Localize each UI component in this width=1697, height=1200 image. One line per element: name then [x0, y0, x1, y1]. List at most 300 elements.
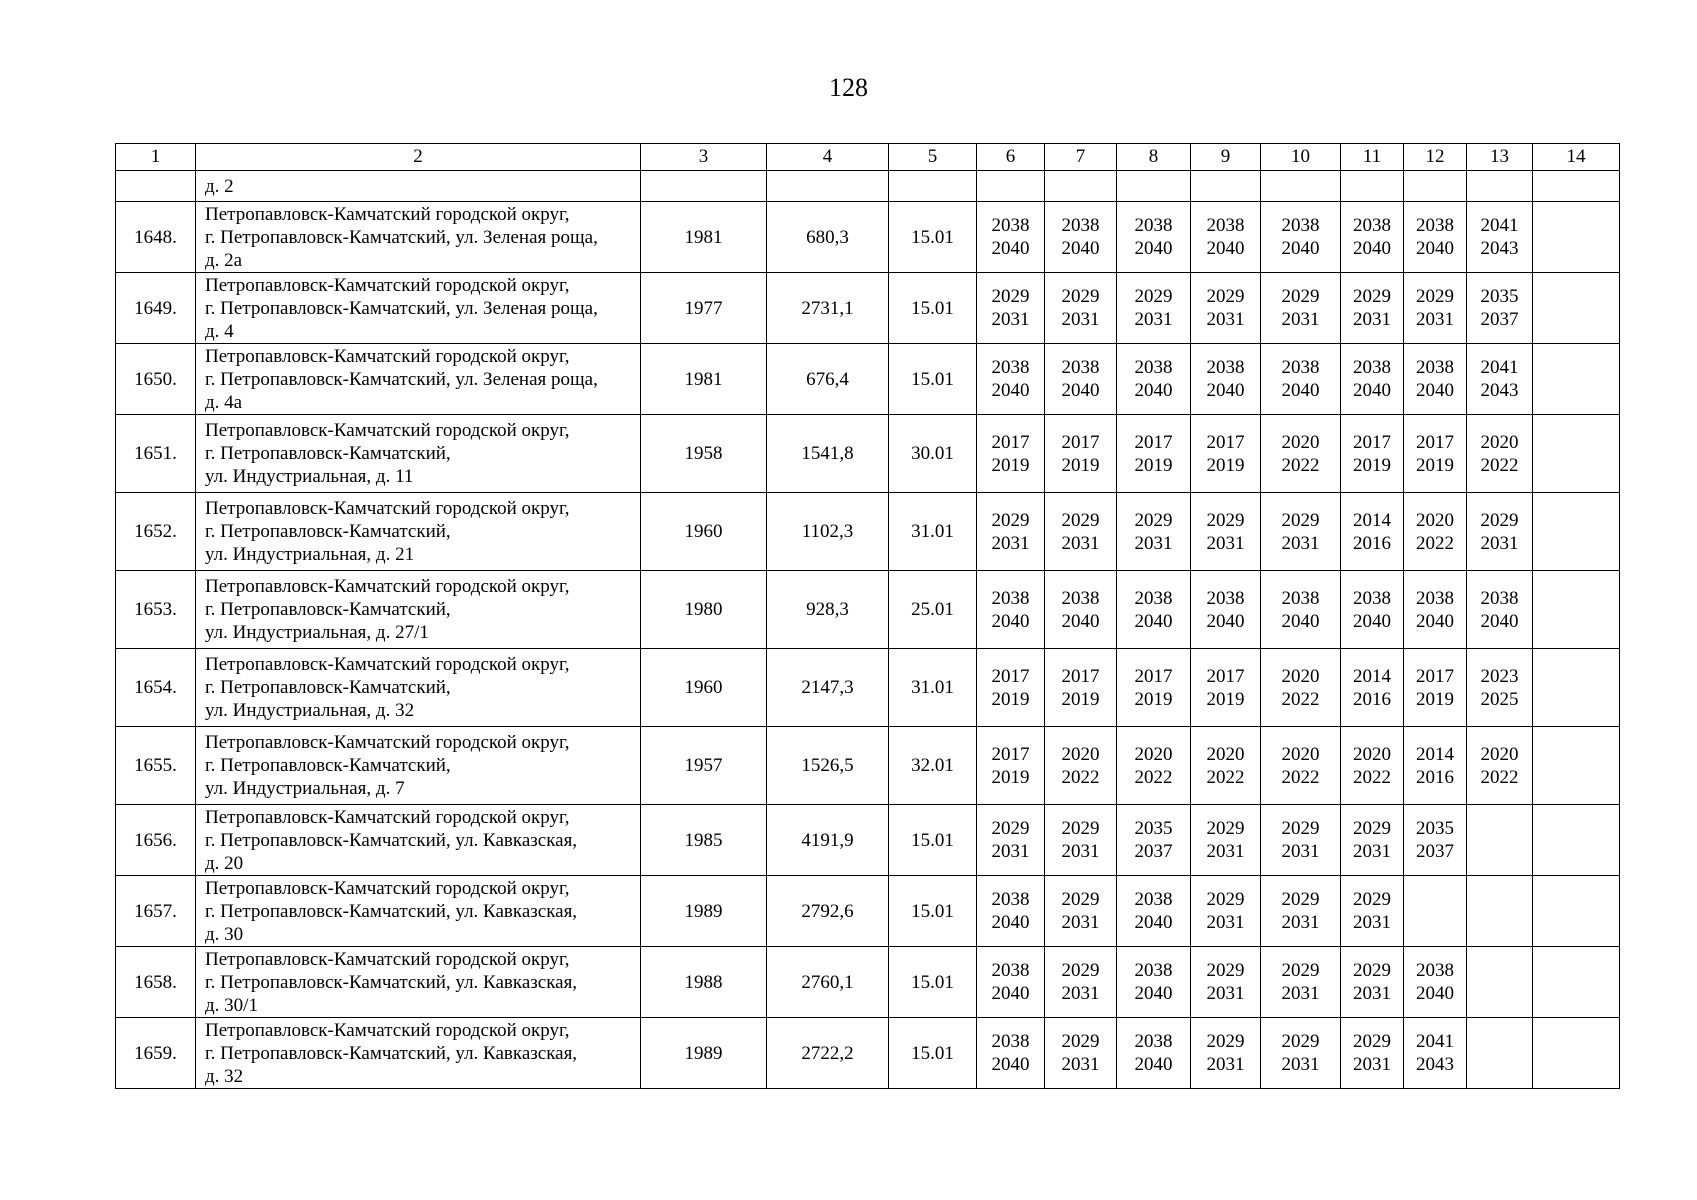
- header-cell-1: 1: [116, 144, 196, 171]
- period-year: 2019: [991, 688, 1030, 710]
- table-row: [116, 493, 1620, 571]
- period-year: 2029: [1353, 960, 1391, 981]
- period-year: 2040: [1416, 380, 1454, 401]
- header-cell-5: 5: [889, 144, 977, 171]
- empty-cell: [1045, 171, 1117, 202]
- period-year: 2041: [1480, 357, 1519, 378]
- period-cell: [1467, 805, 1533, 876]
- area-value: 676,4: [767, 344, 889, 415]
- period-cell: [977, 805, 1045, 876]
- address-line: Петропавловск-Камчатский городской округ,: [205, 877, 570, 899]
- period-cell: [977, 415, 1045, 493]
- period-cell: [1261, 649, 1341, 727]
- period-cell: [1533, 649, 1620, 727]
- period-year: 2029: [1206, 818, 1245, 839]
- header-cell-6: 6: [977, 144, 1045, 171]
- empty-cell: [889, 171, 977, 202]
- period-cell: [977, 493, 1045, 571]
- code-value: 15.01: [889, 805, 977, 876]
- address-line: г. Петропавловск-Камчатский,: [205, 443, 451, 464]
- address-line: д. 30/1: [205, 994, 258, 1016]
- period-year: 2041: [1480, 215, 1519, 236]
- period-cell: [1404, 1018, 1467, 1089]
- header-cell-9: 9: [1191, 144, 1261, 171]
- header-cell-11: 11: [1341, 144, 1404, 171]
- period-cell: [1467, 727, 1533, 805]
- period-year: 2040: [1480, 610, 1519, 632]
- period-cell: [1341, 649, 1404, 727]
- period-year: 2019: [991, 766, 1030, 788]
- period-year: 2031: [1134, 532, 1173, 554]
- address-line: г. Петропавловск-Камчатский, ул. Кавказская,: [205, 1042, 578, 1064]
- period-year: 2029: [1206, 1031, 1245, 1052]
- address-cell: [196, 202, 641, 273]
- period-year: 2038: [1206, 357, 1245, 378]
- row-number: 1650.: [116, 344, 196, 415]
- period-year: 2029: [1061, 889, 1100, 910]
- period-year: 2023: [1480, 665, 1519, 687]
- period-cell: [1045, 273, 1117, 344]
- period-year: 2017: [1134, 665, 1173, 687]
- continuation-row: [116, 171, 1620, 202]
- period-cell: [1533, 947, 1620, 1018]
- period-year: 2038: [1134, 215, 1173, 236]
- period-year: 2020: [1281, 743, 1320, 765]
- period-year: 2037: [1416, 841, 1454, 862]
- code-value: 30.01: [889, 415, 977, 493]
- period-year: 2019: [1134, 688, 1173, 710]
- area-value: 2760,1: [767, 947, 889, 1018]
- period-year: 2040: [1206, 380, 1245, 401]
- construction-year: 1960: [641, 493, 767, 571]
- address-cell: [196, 273, 641, 344]
- header-cell-14: 14: [1533, 144, 1620, 171]
- table-row: [116, 202, 1620, 273]
- period-cell: [1533, 727, 1620, 805]
- period-year: 2029: [1206, 889, 1245, 910]
- row-number: 1653.: [116, 571, 196, 649]
- row-number: 1649.: [116, 273, 196, 344]
- period-year: 2038: [1061, 215, 1100, 236]
- period-year: 2038: [1353, 587, 1391, 609]
- address-cell: [196, 649, 641, 727]
- period-year: 2038: [1416, 960, 1454, 981]
- address-line: Петропавловск-Камчатский городской округ,: [205, 732, 570, 753]
- period-cell: [1117, 727, 1191, 805]
- period-year: 2041: [1416, 1031, 1454, 1052]
- period-year: 2031: [1206, 912, 1245, 933]
- header-cell-4: 4: [767, 144, 889, 171]
- period-cell: [1404, 876, 1467, 947]
- period-year: 2040: [991, 238, 1030, 259]
- period-year: 2043: [1480, 380, 1519, 401]
- period-cell: [1467, 1018, 1533, 1089]
- period-year: 2029: [991, 286, 1030, 307]
- period-year: 2020: [1416, 509, 1454, 531]
- period-year: 2019: [1206, 688, 1245, 710]
- period-cell: [1533, 876, 1620, 947]
- period-year: 2040: [1134, 1054, 1173, 1075]
- period-year: 2031: [1134, 309, 1173, 330]
- period-year: 2040: [991, 610, 1030, 632]
- period-year: 2031: [1061, 841, 1100, 862]
- period-year: 2029: [1281, 960, 1320, 981]
- period-year: 2016: [1353, 532, 1391, 554]
- header-cell-12: 12: [1404, 144, 1467, 171]
- period-cell: [1467, 344, 1533, 415]
- header-cell-13: 13: [1467, 144, 1533, 171]
- period-cell: [1404, 273, 1467, 344]
- period-year: 2031: [1061, 532, 1100, 554]
- period-year: 2038: [1134, 889, 1173, 910]
- address-line: г. Петропавловск-Камчатский, ул. Зеленая роща,: [205, 297, 598, 319]
- period-cell: [1045, 571, 1117, 649]
- row-number: 1659.: [116, 1018, 196, 1089]
- period-year: 2031: [1353, 983, 1391, 1004]
- period-year: 2031: [1206, 841, 1245, 862]
- period-year: 2040: [1061, 380, 1100, 401]
- construction-year: 1980: [641, 571, 767, 649]
- address-line: д. 4: [205, 320, 234, 342]
- period-year: 2040: [1353, 238, 1391, 259]
- period-year: 2038: [1061, 357, 1100, 378]
- period-year: 2019: [1416, 454, 1454, 476]
- period-year: 2037: [1480, 309, 1519, 330]
- period-cell: [1341, 571, 1404, 649]
- period-year: 2040: [1353, 610, 1391, 632]
- period-cell: [1045, 876, 1117, 947]
- address-cell: [196, 805, 641, 876]
- period-year: 2020: [1206, 743, 1245, 765]
- period-year: 2038: [1134, 357, 1173, 378]
- period-year: 2014: [1353, 509, 1391, 531]
- row-number: 1658.: [116, 947, 196, 1018]
- period-year: 2040: [1353, 380, 1391, 401]
- period-year: 2038: [1281, 215, 1320, 236]
- period-cell: [1341, 415, 1404, 493]
- period-year: 2031: [1281, 532, 1320, 554]
- address-line: Петропавловск-Камчатский городской округ,: [205, 274, 570, 296]
- period-year: 2029: [1353, 818, 1391, 839]
- period-year: 2020: [1480, 431, 1519, 453]
- address-line: г. Петропавловск-Камчатский, ул. Кавказская,: [205, 900, 578, 922]
- period-cell: [1404, 649, 1467, 727]
- period-cell: [1404, 727, 1467, 805]
- period-year: 2031: [1353, 309, 1391, 330]
- code-value: 15.01: [889, 273, 977, 344]
- address-cell: [196, 947, 641, 1018]
- period-year: 2040: [1206, 238, 1245, 259]
- area-value: 4191,9: [767, 805, 889, 876]
- address-line: Петропавловск-Камчатский городской округ,: [205, 576, 570, 597]
- period-cell: [1467, 571, 1533, 649]
- period-cell: [1533, 805, 1620, 876]
- period-cell: [977, 876, 1045, 947]
- period-year: 2020: [1281, 431, 1320, 453]
- period-year: 2029: [1061, 286, 1100, 307]
- period-year: 2019: [991, 454, 1030, 476]
- row-number: 1656.: [116, 805, 196, 876]
- period-year: 2029: [1061, 1031, 1100, 1052]
- period-year: 2038: [1353, 215, 1391, 236]
- period-cell: [1533, 344, 1620, 415]
- period-cell: [977, 1018, 1045, 1089]
- code-value: 15.01: [889, 1018, 977, 1089]
- period-year: 2031: [1061, 912, 1100, 933]
- period-year: 2031: [991, 532, 1030, 554]
- address-line: ул. Индустриальная, д. 21: [205, 544, 415, 565]
- period-year: 2031: [1281, 1054, 1320, 1075]
- area-value: 1526,5: [767, 727, 889, 805]
- period-year: 2031: [1061, 983, 1100, 1004]
- period-year: 2038: [991, 889, 1030, 910]
- period-cell: [1261, 273, 1341, 344]
- period-year: 2031: [1281, 309, 1320, 330]
- period-year: 2031: [1206, 1054, 1245, 1075]
- period-year: 2029: [1281, 286, 1320, 307]
- period-year: 2022: [1061, 766, 1100, 788]
- address-line: д. 20: [205, 852, 244, 874]
- period-year: 2029: [1281, 889, 1320, 910]
- period-year: 2029: [991, 509, 1030, 531]
- construction-year: 1958: [641, 415, 767, 493]
- period-year: 2040: [1134, 912, 1173, 933]
- header-cell-8: 8: [1117, 144, 1191, 171]
- period-year: 2029: [1281, 1031, 1320, 1052]
- period-year: 2035: [1416, 818, 1454, 839]
- period-year: 2017: [1416, 665, 1454, 687]
- row-number: 1648.: [116, 202, 196, 273]
- address-line: д. 4а: [205, 391, 243, 413]
- row-number: 1652.: [116, 493, 196, 571]
- code-value: 15.01: [889, 202, 977, 273]
- period-year: 2038: [1281, 587, 1320, 609]
- period-cell: [1261, 876, 1341, 947]
- period-cell: [1261, 415, 1341, 493]
- period-cell: [1341, 493, 1404, 571]
- period-year: 2040: [1061, 610, 1100, 632]
- period-cell: [1467, 493, 1533, 571]
- row-number: 1654.: [116, 649, 196, 727]
- period-year: 2017: [1416, 431, 1454, 453]
- period-cell: [977, 947, 1045, 1018]
- empty-cell: [767, 171, 889, 202]
- period-cell: [1191, 1018, 1261, 1089]
- empty-cell: [1191, 171, 1261, 202]
- period-cell: [1341, 805, 1404, 876]
- empty-cell: [1404, 171, 1467, 202]
- period-year: 2029: [1416, 286, 1454, 307]
- empty-cell: [641, 171, 767, 202]
- period-cell: [1341, 947, 1404, 1018]
- period-year: 2014: [1416, 743, 1454, 765]
- address-line: г. Петропавловск-Камчатский, ул. Кавказская,: [205, 971, 578, 993]
- period-year: 2031: [1416, 309, 1454, 330]
- address-cell: [196, 727, 641, 805]
- period-cell: [1117, 202, 1191, 273]
- period-cell: [1467, 415, 1533, 493]
- period-cell: [1191, 649, 1261, 727]
- period-year: 2019: [1061, 688, 1100, 710]
- period-year: 2031: [1281, 983, 1320, 1004]
- row-number: 1657.: [116, 876, 196, 947]
- period-year: 2017: [1061, 665, 1100, 687]
- table-row: [116, 947, 1620, 1018]
- period-cell: [1191, 571, 1261, 649]
- period-year: 2038: [1206, 587, 1245, 609]
- period-year: 2029: [991, 818, 1030, 839]
- period-year: 2029: [1134, 509, 1173, 531]
- period-year: 2019: [1416, 688, 1454, 710]
- period-year: 2035: [1134, 818, 1173, 839]
- address-line: Петропавловск-Камчатский городской округ,: [205, 1019, 570, 1041]
- period-cell: [1117, 947, 1191, 1018]
- period-cell: [1404, 415, 1467, 493]
- period-year: 2043: [1480, 238, 1519, 259]
- period-cell: [1404, 571, 1467, 649]
- period-year: 2022: [1480, 454, 1519, 476]
- address-cell: д. 2: [196, 171, 641, 202]
- address-line: ул. Индустриальная, д. 7: [205, 778, 405, 799]
- period-cell: [1117, 571, 1191, 649]
- period-cell: [977, 344, 1045, 415]
- period-year: 2038: [1134, 1031, 1173, 1052]
- period-cell: [1467, 273, 1533, 344]
- address-line: г. Петропавловск-Камчатский, ул. Кавказская,: [205, 829, 578, 851]
- empty-cell: [1261, 171, 1341, 202]
- area-value: 1541,8: [767, 415, 889, 493]
- area-value: 928,3: [767, 571, 889, 649]
- construction-year: 1960: [641, 649, 767, 727]
- period-year: 2029: [1061, 509, 1100, 531]
- period-cell: [1404, 805, 1467, 876]
- period-year: 2038: [1206, 215, 1245, 236]
- address-line: г. Петропавловск-Камчатский,: [205, 521, 451, 542]
- period-year: 2038: [1416, 215, 1454, 236]
- period-year: 2038: [1134, 960, 1173, 981]
- period-cell: [1261, 202, 1341, 273]
- construction-year: 1977: [641, 273, 767, 344]
- table-row: [116, 876, 1620, 947]
- header-cell-7: 7: [1045, 144, 1117, 171]
- period-year: 2017: [1206, 431, 1245, 453]
- area-value: 680,3: [767, 202, 889, 273]
- row-number: [116, 171, 196, 202]
- address-line: г. Петропавловск-Камчатский, ул. Зеленая роща,: [205, 226, 598, 248]
- period-year: 2040: [1416, 610, 1454, 632]
- table-row: [116, 805, 1620, 876]
- period-year: 2029: [1480, 509, 1519, 531]
- row-number: 1655.: [116, 727, 196, 805]
- period-cell: [1404, 344, 1467, 415]
- header-cell-3: 3: [641, 144, 767, 171]
- period-cell: [1261, 1018, 1341, 1089]
- code-value: 31.01: [889, 493, 977, 571]
- table-row: [116, 571, 1620, 649]
- address-cell: [196, 571, 641, 649]
- period-year: 2031: [1206, 532, 1245, 554]
- period-year: 2029: [1061, 818, 1100, 839]
- period-cell: [1533, 571, 1620, 649]
- period-year: 2016: [1416, 766, 1454, 788]
- table-row: [116, 344, 1620, 415]
- empty-cell: [977, 171, 1045, 202]
- period-cell: [1467, 649, 1533, 727]
- address-cell: [196, 876, 641, 947]
- period-year: 2040: [1134, 610, 1173, 632]
- period-cell: [1117, 1018, 1191, 1089]
- construction-year: 1957: [641, 727, 767, 805]
- period-year: 2031: [1061, 309, 1100, 330]
- code-value: 25.01: [889, 571, 977, 649]
- period-cell: [1045, 202, 1117, 273]
- period-year: 2020: [1480, 743, 1519, 765]
- period-year: 2043: [1416, 1054, 1454, 1075]
- address-line: Петропавловск-Камчатский городской округ,: [205, 420, 570, 441]
- period-year: 2031: [1061, 1054, 1100, 1075]
- period-cell: [977, 649, 1045, 727]
- period-year: 2040: [1416, 238, 1454, 259]
- period-cell: [1261, 727, 1341, 805]
- table-row: [116, 415, 1620, 493]
- address-line: Петропавловск-Камчатский городской округ,: [205, 948, 570, 970]
- period-year: 2020: [1281, 665, 1320, 687]
- period-cell: [1045, 727, 1117, 805]
- period-year: 2022: [1206, 766, 1245, 788]
- address-line: Петропавловск-Камчатский городской округ,: [205, 806, 570, 828]
- period-year: 2040: [1281, 238, 1320, 259]
- address-line: г. Петропавловск-Камчатский,: [205, 599, 451, 620]
- period-year: 2020: [1134, 743, 1173, 765]
- period-year: 2031: [1281, 912, 1320, 933]
- empty-cell: [1341, 171, 1404, 202]
- area-value: 2147,3: [767, 649, 889, 727]
- period-year: 2040: [1134, 238, 1173, 259]
- period-cell: [1045, 947, 1117, 1018]
- period-year: 2038: [1281, 357, 1320, 378]
- construction-year: 1988: [641, 947, 767, 1018]
- period-year: 2031: [1480, 532, 1519, 554]
- period-cell: [1404, 493, 1467, 571]
- construction-year: 1989: [641, 876, 767, 947]
- address-line: ул. Индустриальная, д. 11: [205, 466, 414, 487]
- period-cell: [1045, 649, 1117, 727]
- period-year: 2016: [1353, 688, 1391, 710]
- period-cell: [1045, 805, 1117, 876]
- period-year: 2019: [1353, 454, 1391, 476]
- period-cell: [1533, 273, 1620, 344]
- period-cell: [977, 273, 1045, 344]
- table-row: [116, 1018, 1620, 1089]
- period-year: 2017: [991, 743, 1030, 765]
- period-cell: [1191, 947, 1261, 1018]
- period-year: 2017: [1206, 665, 1245, 687]
- period-year: 2029: [1206, 509, 1245, 531]
- period-year: 2017: [1134, 431, 1173, 453]
- empty-cell: [1467, 171, 1533, 202]
- period-cell: [1261, 805, 1341, 876]
- construction-year: 1981: [641, 344, 767, 415]
- period-year: 2038: [1416, 357, 1454, 378]
- address-cell: [196, 1018, 641, 1089]
- period-year: 2029: [1353, 286, 1391, 307]
- header-cell-2: 2: [196, 144, 641, 171]
- period-year: 2038: [1480, 587, 1519, 609]
- buildings-table: [115, 143, 1620, 1089]
- construction-year: 1981: [641, 202, 767, 273]
- period-cell: [1045, 344, 1117, 415]
- period-cell: [1191, 805, 1261, 876]
